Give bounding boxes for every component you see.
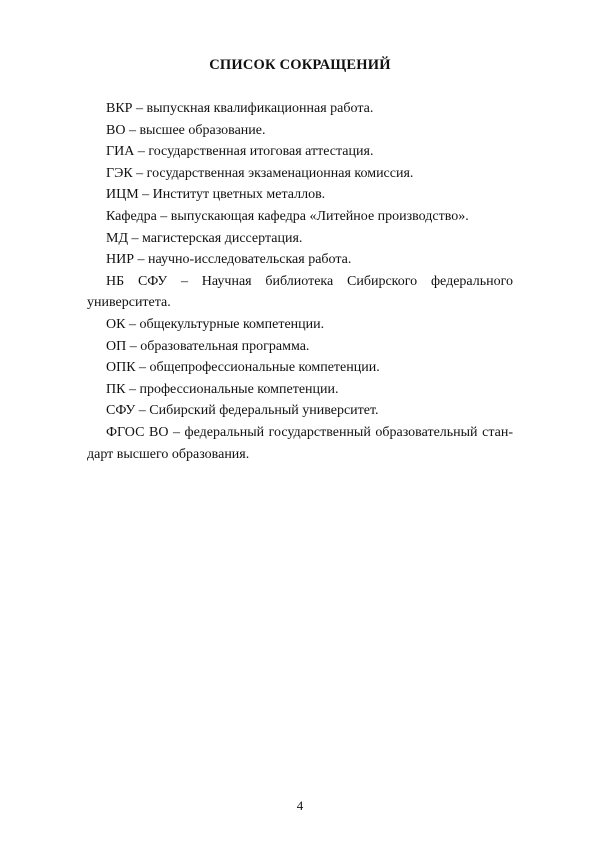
abbreviation-item-gia: ГИА – государственная итоговая аттестация.	[106, 144, 374, 160]
abbreviation-item-sfu: СФУ – Сибирский федеральный университет.	[106, 403, 379, 419]
abbreviation-item-vkr: ВКР – выпускная квалификационная работа.	[106, 101, 374, 116]
abbreviation-item-pk: ПК – профессиональные компетенции.	[106, 381, 339, 397]
abbreviation-list	[87, 98, 513, 465]
page-number: 4	[296, 798, 304, 813]
abbreviation-item-opk: ОПК – общепрофессиональные компетенции.	[106, 360, 380, 376]
abbreviation-item-fgos-vo: ФГОС ВО – федеральный государственный образовательный стандарт высшего образования.	[87, 424, 513, 462]
abbreviation-item-ok: ОК – общекультурные компетенции.	[106, 316, 325, 332]
abbreviation-item-kafedra: Кафедра – выпускающая кафедра «Литейное производство».	[106, 208, 469, 224]
abbreviation-item-gek: ГЭК – государственная экзаменационная комиссия.	[106, 165, 414, 181]
abbreviation-item-md: МД – магистерская диссертация.	[106, 230, 303, 246]
abbreviation-item-op: ОП – образовательная программа.	[106, 338, 310, 354]
abbreviation-item-nir: НИР – научно-исследовательская работа.	[106, 252, 352, 268]
abbreviation-item-nb-sfu: НБ СФУ – Научная библиотека Сибирского федерального университета.	[87, 273, 513, 311]
abbreviation-item-icm: ИЦМ – Институт цветных металлов.	[106, 187, 326, 203]
page-title: СПИСОК СОКРАЩЕНИЙ	[209, 57, 391, 73]
abbreviation-item-vo: ВО – высшее образование.	[106, 122, 266, 138]
